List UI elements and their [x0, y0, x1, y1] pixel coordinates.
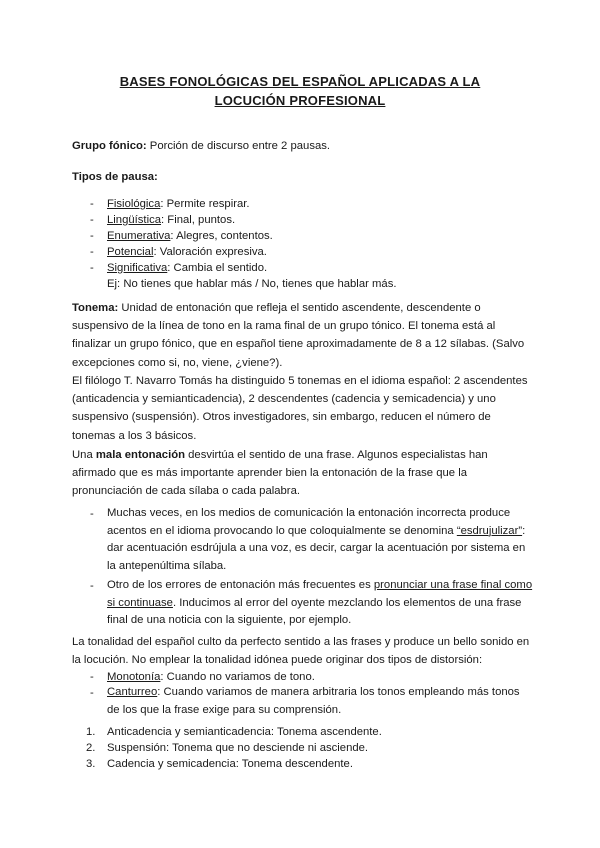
numbered-item: Anticadencia y semianticadencia: Tonema ascendente.: [107, 726, 382, 738]
frase-final-term: pronunciar una frase final como si continuase: [107, 579, 533, 609]
grupo-fonico-label: Grupo fónico:: [72, 140, 147, 152]
canturreo-item: [107, 684, 534, 719]
bullet-dash: -: [90, 580, 94, 592]
bullet-2-post: . Inducimos al error del oyente mezclando los elementos de una frase final de una noticia con la siguiente, por ejemplo.: [107, 596, 522, 627]
bullet-dash: -: [90, 230, 94, 242]
bullet-2-pre: Otro de los errores de entonación más frecuentes es: [107, 579, 374, 591]
pausa-text: : Valoración expresiva.: [153, 246, 267, 258]
mala-entonacion-paragraph: [72, 446, 534, 501]
pausa-term: Lingüística: [107, 214, 162, 226]
numbered-item: Suspensión: Tonema que no desciende ni asciende.: [107, 742, 369, 754]
list-number: 2.: [86, 742, 96, 754]
pausa-term: Potencial: [107, 246, 154, 258]
grupo-fonico-text: Porción de discurso entre 2 pausas.: [146, 140, 331, 152]
tonema-text: Unidad de entonación que refleja el sentido ascendente, descendente o suspensivo de la línea de tono en la rama final de un grupo tónico. El tonema está al finalizar un grupo fónico, que en español tiene aproximadamente de 8 a 12 sílabas. (Salvo excepciones como si, no, viene, ¿viene?).: [72, 302, 525, 369]
pausa-term: Enumerativa: [107, 230, 171, 242]
bullet-1-pre: Muchas veces, en los medios de comunicación la entonación incorrecta produce acentos en el idioma provocando lo que coloquialmente se denomina: [107, 507, 511, 537]
tonalidad-paragraph: La tonalidad del español culto da perfecto sentido a las frases y produce un bello sonido en la locución. No emplear la tonalidad idónea puede originar dos tipos de distorsión:: [72, 636, 530, 667]
bullet-1-post: : dar acentuación esdrújula a una voz, es decir, cargar la acentuación por sistema en la antepenúltima sílaba.: [107, 524, 526, 572]
frase-final-bullet: [107, 577, 534, 630]
pausa-text: : Cambia el sentido.: [167, 262, 268, 274]
monotonia-term: Monotonía: [107, 671, 161, 683]
mala-entonacion-post: desvirtúa el sentido de una frase. Algunos especialistas han afirmado que es más importante aprender bien la entonación de la frase que la pronunciación de cada sílaba o cada palabra.: [72, 449, 488, 498]
numbered-item: Cadencia y semicadencia: Tonema descendente.: [107, 758, 353, 770]
tonema-paragraph: [72, 299, 534, 372]
bullet-dash: -: [90, 246, 94, 258]
pausa-example: Ej: No tienes que hablar más / No, tienes que hablar más.: [107, 278, 397, 290]
title-line-1: BASES FONOLÓGICAS DEL ESPAÑOL APLICADAS A LA: [119, 74, 481, 89]
grupo-fonico-definition: [72, 137, 330, 155]
title-line-2: LOCUCIÓN PROFESIONAL: [214, 93, 386, 108]
bullet-dash: -: [90, 687, 94, 699]
list-number: 3.: [86, 758, 96, 770]
mala-entonacion-pre: Una: [72, 449, 96, 461]
tonema-label: Tonema:: [72, 302, 119, 314]
tipos-pausa-heading: Tipos de pausa:: [72, 171, 158, 183]
bullet-dash: -: [90, 198, 94, 210]
bullet-dash: -: [90, 508, 94, 520]
pausa-text: : Alegres, contentos.: [170, 230, 273, 242]
pausa-term: Significativa: [107, 262, 168, 274]
esdrujulizar-term: “esdrujulizar”: [456, 524, 523, 537]
canturreo-text: : Cuando variamos de manera arbitraria los tonos empleando más tonos de los que la frase exige para su comprensión.: [107, 686, 520, 716]
bullet-dash: -: [90, 671, 94, 683]
navarro-paragraph: El filólogo T. Navarro Tomás ha distinguido 5 tonemas en el idioma español: 2 ascendentes (anticadencia y semianticadencia), 2 descendentes (cadencia y semicadencia) y uno suspensivo (suspensión). Otros investigadores, sin embargo, reducen el número de tonemas a los 3 básicos.: [72, 375, 528, 442]
bullet-dash: -: [90, 214, 94, 226]
pausa-text: : Final, puntos.: [161, 214, 236, 226]
pausa-term: Fisiológica: [107, 198, 161, 210]
list-number: 1.: [86, 726, 96, 738]
bullet-dash: -: [90, 262, 94, 274]
canturreo-term: Canturreo: [107, 686, 158, 698]
pausa-text: : Permite respirar.: [160, 198, 250, 210]
esdrujulizar-bullet: [107, 505, 534, 575]
mala-entonacion-term: mala entonación: [95, 449, 186, 461]
monotonia-text: : Cuando no variamos de tono.: [160, 671, 315, 683]
